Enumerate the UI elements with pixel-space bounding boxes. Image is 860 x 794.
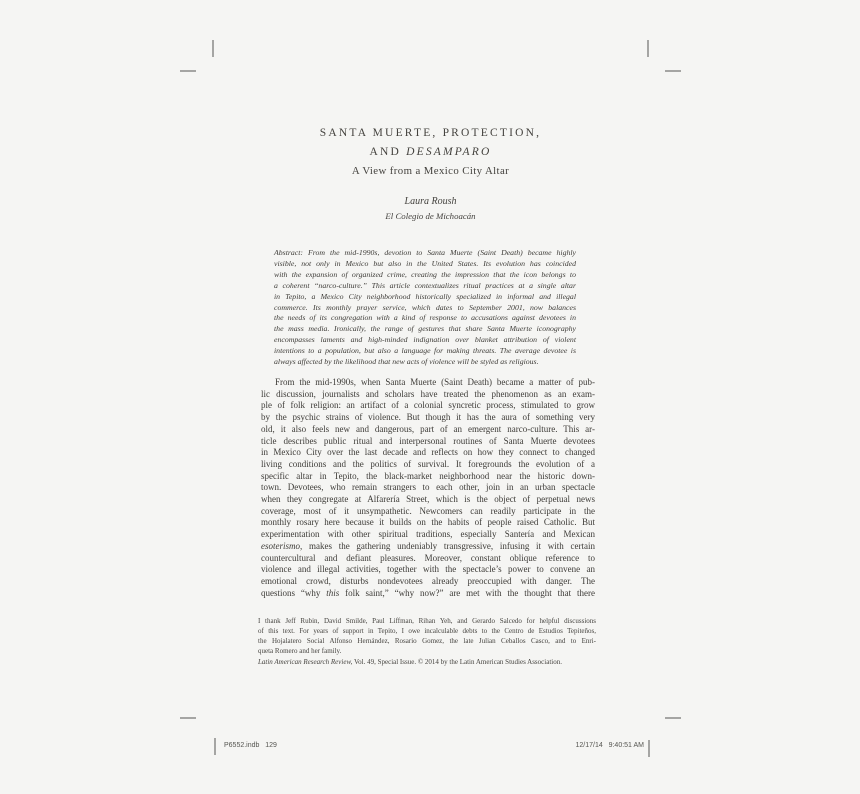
author-name: Laura Roush xyxy=(404,196,457,207)
text-line: ticle describes public ritual and interpersonal routines of Santa Muerte devotees xyxy=(261,435,595,446)
text-line: coverage, most of it unsympathetic. Newcomers can readily participate in the xyxy=(261,505,595,516)
crop-mark-top-right-horizontal xyxy=(665,70,681,72)
text-line: a coherent “narco-culture.” This article contextualizes ritual practices at a single altar xyxy=(274,280,576,290)
text-line: the needs of its congregation with a kind of response to accusations against devotees in xyxy=(274,313,576,323)
crop-mark-top-right-vertical xyxy=(647,40,649,57)
crop-mark-bottom-left-horizontal xyxy=(180,717,196,719)
text-line: queta Romero and her family. xyxy=(258,646,342,655)
crop-mark-top-left-horizontal xyxy=(180,70,196,72)
printer-slug-right: 12/17/14 9:40:51 AM xyxy=(575,742,644,749)
text-line: ple of folk religion: an artifact of a colonial syncretic process, stimulated to grow xyxy=(261,400,595,411)
printer-slug-left: P6552.indb 129 xyxy=(224,742,277,749)
acknowledgment-footnote xyxy=(258,617,596,657)
text-line: intentions to a population, but also a language for making threats. The average devotee is xyxy=(274,346,576,356)
text-line: the Hojalatero Social Alfonso Hernández, Rosario Gomez, the late Julian Ceballos Casco, and to Enri- xyxy=(258,636,596,645)
article-subtitle: A View from a Mexico City Altar xyxy=(351,165,510,177)
article-title-line1: SANTA MUERTE, PROTECTION, xyxy=(319,127,542,139)
text-line: countercultural and defiant pleasures. Moreover, constant oblique reference to xyxy=(261,552,595,563)
text-line: Abstract: From the mid-1990s, devotion to Santa Muerte (Saint Death) became highly xyxy=(274,248,576,257)
article-title-line2-italic: DESAMPARO xyxy=(406,146,492,158)
text-line: when they congregate at Alfarería Street, which is the object of perpetual news xyxy=(261,494,595,505)
text-line: in Mexico City over the last decade and reflects on how they connect to changed xyxy=(261,447,595,458)
text-line: old, it also feels new and dangerous, part of an emergent narco-culture. This ar- xyxy=(261,423,595,434)
text-line: town. Devotees, who remain strangers to each other, join in an urban spectacle xyxy=(261,482,595,493)
text-line: the mass media. Ironically, the range of gestures that share Santa Muerte iconography xyxy=(274,324,576,334)
crop-mark-bottom-right-vertical xyxy=(648,740,650,757)
text-line: emotional crowd, disturbs nondevotees already preoccupied with danger. The xyxy=(261,575,595,586)
text-line: experimentation with other spiritual traditions, especially Santería and Mexican xyxy=(261,529,595,540)
text-line: questions “why this folk saint,” “why now?” are met with the thought that there xyxy=(261,587,595,598)
crop-mark-bottom-right-horizontal xyxy=(665,717,681,719)
text-line: violence and illegal activities, together with the spectacle’s power to convene an xyxy=(261,564,595,575)
title-block xyxy=(213,124,648,181)
crop-mark-bottom-left-vertical xyxy=(214,738,216,755)
text-line: always affected by the likelihood that new acts of violence will be styled as religious. xyxy=(274,357,539,367)
text-line: encompasses laments and high-minded indignation over blanket attribution of violent xyxy=(274,335,576,345)
journal-credit-line xyxy=(258,658,596,668)
text-line: I thank Jeff Rubin, David Smilde, Paul Liffman, Rihan Yeh, and Gerardo Salcedo for helpful discussions xyxy=(258,617,596,625)
text-line: commerce. Its monthly prayer service, which dates to September 2001, now balances xyxy=(274,302,576,312)
text-line: visible, not only in Mexico but also in the United States. Its evolution has coincided xyxy=(274,258,576,268)
text-line: From the mid-1990s, when Santa Muerte (Saint Death) became a matter of pub- xyxy=(275,377,595,387)
text-line: living conditions and the politics of survival. It foregrounds the evolution of a xyxy=(261,458,595,469)
text-line: of this text. For years of support in Tepito, I owe incalculable debts to the Centro de Estudios Tepiteños, xyxy=(258,626,596,635)
crop-mark-top-left-vertical xyxy=(212,40,214,57)
text-line: by the psychic strains of violence. But though it has the aura of something very xyxy=(261,412,595,423)
article-title-line2-prefix: AND xyxy=(369,146,407,158)
journal-credit-rest: Vol. 49, Special Issue. © 2014 by the Latin American Studies Association. xyxy=(352,658,562,666)
text-line: esoterismo, makes the gathering undeniably transgressive, infusing it with certain xyxy=(261,540,595,551)
author-affiliation: El Colegio de Michoacán xyxy=(385,211,476,221)
text-line: specific altar in Tepito, the black-market neighborhood near the historic down- xyxy=(261,470,595,481)
text-line: in Tepito, a Mexico City neighborhood historically specialized in informal and illegal xyxy=(274,291,576,301)
body-text xyxy=(261,377,595,599)
text-line: monthly rosary here because it builds on the habits of people raised Catholic. But xyxy=(261,517,595,528)
text-line: lic discussion, journalists and scholars have treated the phenomenon as an exam- xyxy=(261,388,595,399)
article-title-line2 xyxy=(213,143,648,162)
abstract xyxy=(274,248,576,368)
text-line: with the expansion of organized crime, creating the impression that the icon belongs to xyxy=(274,269,576,279)
journal-title: Latin American Research Review, xyxy=(258,658,353,666)
